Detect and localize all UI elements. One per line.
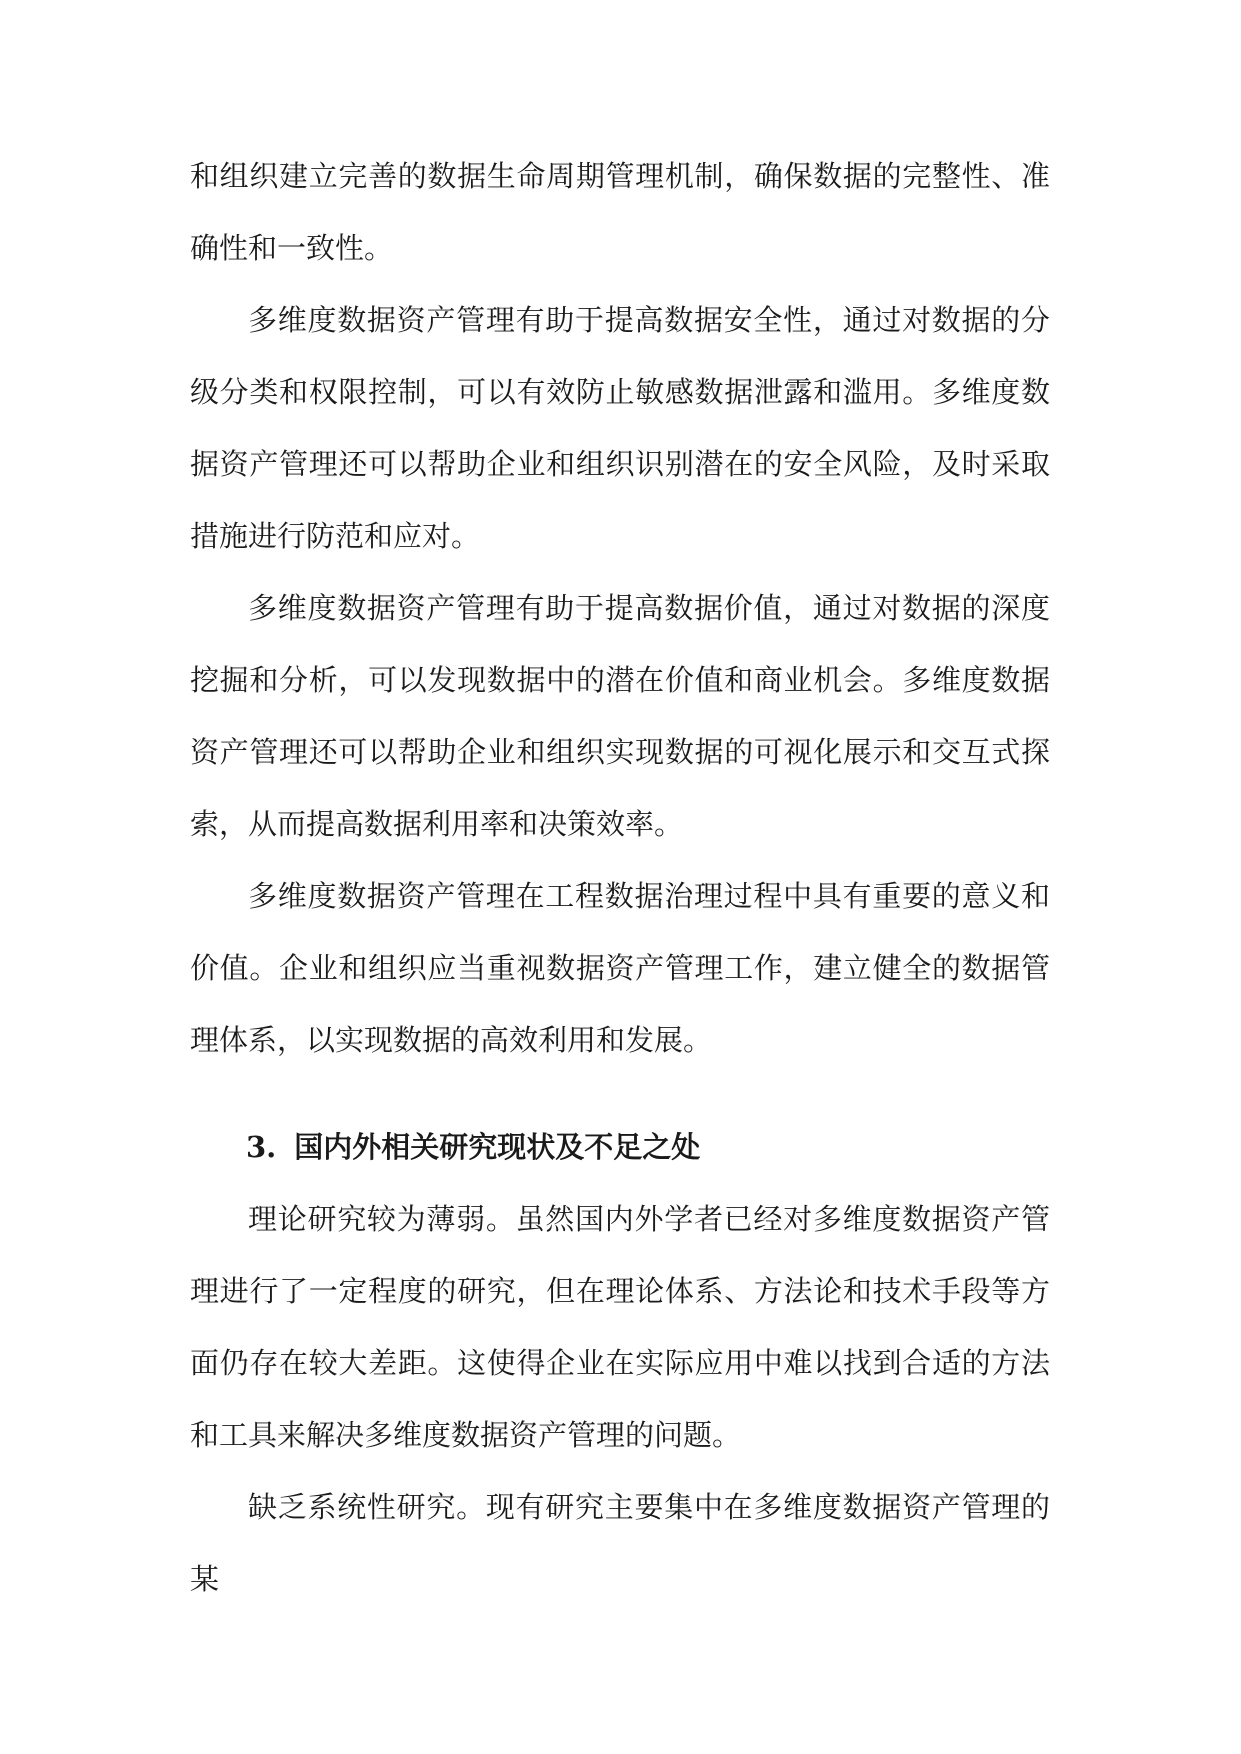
section-spacer <box>190 1076 1050 1111</box>
paragraph-data-value: 多维度数据资产管理有助于提高数据价值，通过对数据的深度挖掘和分析，可以发现数据中的潜在价值和商业机会。多维度数据资产管理还可以帮助企业和组织实现数据的可视化展示和交互式探索，从而提高数据利用率和决策效率。 <box>190 591 1050 841</box>
paragraph-weak-theory: 理论研究较为薄弱。虽然国内外学者已经对多维度数据资产管理进行了一定程度的研究，但在理论体系、方法论和技术手段等方面仍存在较大差距。这使得企业在实际应用中难以找到合适的方法和工具来解决多维度数据资产管理的问题。 <box>190 1202 1050 1452</box>
paragraph-significance: 多维度数据资产管理在工程数据治理过程中具有重要的意义和价值。企业和组织应当重视数据资产管理工作，建立健全的数据管理体系，以实现数据的高效利用和发展。 <box>190 879 1050 1057</box>
document-page <box>190 140 1050 1615</box>
paragraph-lack-systematic: 缺乏系统性研究。现有研究主要集中在多维度数据资产管理的某 <box>190 1490 1050 1596</box>
section-heading <box>190 1111 1050 1183</box>
paragraph-data-security: 多维度数据资产管理有助于提高数据安全性，通过对数据的分级分类和权限控制，可以有效防止敏感数据泄露和滥用。多维度数据资产管理还可以帮助企业和组织识别潜在的安全风险，及时采取措施进行防范和应对。 <box>190 303 1050 553</box>
paragraph-continuation: 和组织建立完善的数据生命周期管理机制，确保数据的完整性、准确性和一致性。 <box>190 159 1050 265</box>
section-number: 3. <box>246 1130 277 1164</box>
section-title: 国内外相关研究现状及不足之处 <box>294 1130 701 1164</box>
